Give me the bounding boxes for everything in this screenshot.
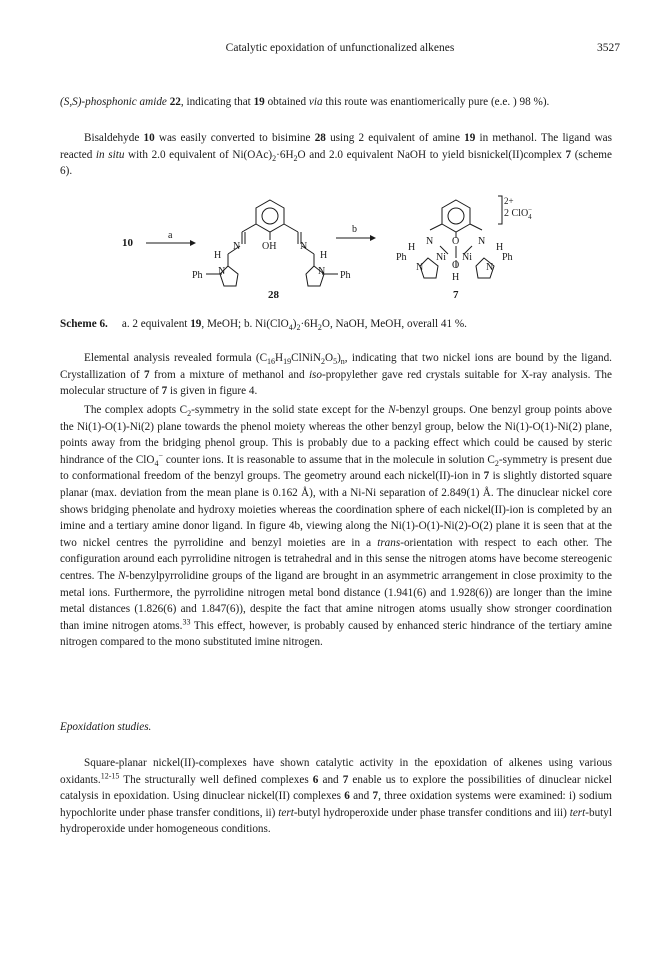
text-run: in situ (95, 148, 125, 161)
scheme-6-drawing (100, 194, 580, 306)
superscript: 33 (182, 616, 191, 626)
ligand-atom-ph-right: Ph (340, 270, 351, 281)
compound-label-7: 7 (453, 289, 459, 301)
text-run: is given in figure 4. (167, 385, 258, 398)
compound-ref: 19 (464, 132, 476, 144)
text-run: using 2 equivalent of amine (325, 132, 465, 144)
text-run: The complex adopts C (84, 404, 188, 416)
text-run: (scheme 6). (60, 148, 612, 178)
superscript: 12-15 (100, 770, 120, 780)
text-run: -propylether gave red crystals suitable for X-ray analysis. The molecular structure of (60, 368, 612, 398)
subscript: 2 (272, 153, 277, 163)
text-run: -symmetry is present due to conformational freedom of the benzyl groups. The geometry around each nickel(II)-ion in (60, 453, 612, 483)
text-run: enable us to explore the possibilities of dinuclear nickel catalysis in epoxidation. Using dinuclear nickel(II) complexes (60, 773, 613, 803)
compound-ref: 7 (565, 148, 572, 161)
complex-charge: 2+ (504, 196, 514, 206)
text-run: this route was enantiomerically pure (e.e. ) 98 %). (322, 96, 550, 108)
text-run: -butyl hydroperoxide under phase transfer conditions and iii) (293, 806, 570, 819)
text-run: ·6H (300, 318, 318, 330)
compound-ref: 7 (143, 368, 150, 381)
scheme-caption (60, 318, 612, 333)
text-run: iso (308, 368, 323, 381)
complex-atom-ph-right: Ph (502, 252, 513, 263)
compound-ref: 7 (372, 790, 379, 803)
compound-ref: 7 (483, 470, 490, 483)
page-number: 3527 (597, 42, 620, 54)
subscript: 16 (267, 357, 276, 367)
ligand-atom-n-right: N (300, 241, 308, 252)
paragraph-3 (60, 350, 612, 400)
subscript: 2 (293, 153, 298, 163)
superscript: − (158, 451, 163, 461)
subscript: 5 (333, 357, 338, 367)
text-run: in methanol. The ligand was reacted (60, 132, 612, 161)
text-run: via (308, 96, 323, 108)
text-run: -benzyl groups. One benzyl group points above the Ni(1)-O(1)-Ni(2) plane towards the phenol moiety whereas the other benzyl group, below the Ni(1)-O(1)-Ni(2) plane, points away from the bridging phenol group. This is probably due to a packing effect which could be caused by steric hindrance of the ClO (60, 404, 612, 466)
text-run: obtained (264, 96, 309, 108)
compound-ref: 7 (342, 773, 349, 786)
text-run: , indicating that (180, 96, 254, 108)
complex-atom-n-ring-left: N (416, 262, 424, 273)
text-run: -orientation with respect to each other. The configuration around each pyrrolidine nitrogen is tetrahedral and in this sense the nitrogen atoms have become stereogenic centres. The (60, 536, 612, 582)
text-run: tert (569, 806, 586, 819)
text-run: , MeOH; b. Ni(ClO (201, 318, 289, 330)
text-run: was easily converted to bisimine (154, 132, 315, 144)
compound-label-28: 28 (268, 289, 279, 301)
text-run: with 2.0 equivalent of Ni(OAc) (124, 148, 273, 161)
subscript: 2 (494, 459, 499, 469)
complex-atom-n-right: N (478, 236, 486, 247)
text-run: trans (377, 536, 401, 549)
text-run: ) (292, 318, 297, 330)
ligand-atom-h-right: H (320, 250, 328, 261)
subscript: 2 (320, 357, 325, 367)
text-run: -symmetry in the solid state except for the (191, 404, 389, 416)
compound-ref: 10 (143, 132, 155, 144)
text-run: (S,S)-phosphonic amide (60, 96, 170, 108)
arrow-a-label: a (168, 230, 173, 241)
section-heading: Epoxidation studies. (60, 721, 152, 733)
subscript: n (340, 357, 345, 367)
text-run: Elemental analysis revealed formula (C (84, 352, 268, 364)
text-run: O (324, 352, 334, 364)
compound-ref: 19 (190, 318, 202, 330)
running-title: Catalytic epoxidation of unfunctionalized alkenes (225, 42, 455, 54)
paragraph-2 (60, 130, 612, 180)
complex-atom-n-ring-right: N (486, 262, 494, 273)
subscript: 19 (283, 357, 292, 367)
counter-ion-formula: 2 ClO (504, 208, 529, 219)
complex-atom-o: O (452, 236, 460, 247)
text-run: from a mixture of methanol and (149, 368, 309, 381)
arrow-b-label: b (352, 224, 357, 235)
complex-atom-h-left: H (408, 242, 416, 253)
subscript: 2 (296, 323, 301, 333)
compound-ref: 22 (169, 96, 181, 108)
compound-label-10: 10 (122, 237, 133, 249)
reaction-arrow-b (336, 235, 376, 241)
text-run: Square-planar nickel(II)-complexes have shown catalytic activity in the epoxidation of alkenes using various oxidants. (60, 757, 612, 786)
text-run: Bisaldehyde (84, 132, 144, 144)
scheme-6 (100, 194, 580, 306)
ligand-atom-n-ring-left: N (218, 266, 226, 277)
paragraph-1 (60, 94, 612, 111)
complex-counter-ion (504, 206, 532, 221)
complex-atom-n-left: N (426, 236, 434, 247)
compound-ref: 19 (253, 96, 265, 108)
counter-ion-sub: 4 (528, 213, 532, 221)
text-run: N (388, 404, 396, 416)
complex-atom-o-bottom: O (452, 260, 460, 271)
subscript: 4 (288, 323, 293, 333)
subscript: 2 (187, 409, 192, 419)
paragraph-5 (60, 755, 612, 838)
ligand-atom-n-left: N (233, 241, 241, 252)
compound-ref: 6 (344, 790, 350, 803)
text-run: ·6H (276, 148, 294, 161)
text-run: ClNiN (291, 352, 321, 364)
text-run: is slightly distorted square planar (max. deviation from the mean plane is 0.162 Å), with a Ni-Ni separation of 2.849(1) Å. The dinuclear nickel core shows bridging phenolate and hydroxy moieties whereas the coordination sphere of each nickel(II)-ion is completed by an imine and a tertiary amine donor ligand. In figure 4b, viewing along the Ni(1)-O(1)-Ni(2)-O(2) plane it is seen that at the two nickel centres the pyrrolidine and benzyl moieties are in a (60, 470, 612, 549)
text-run: and (349, 790, 373, 803)
text-run: N (118, 569, 126, 582)
complex-atom-ni-right: Ni (462, 252, 472, 263)
complex-atom-h-right: H (496, 242, 504, 253)
paragraph-4 (60, 402, 612, 651)
compound-ref: 6 (312, 773, 319, 786)
text-run: -benzylpyrrolidine groups of the ligand are brought in an asymmetric arrangement in close proximity to the metal ions. Furthermore, the pyrrolidine nitrogen metal bond distance (1.941(6) and 1.928(6)) are longer than the imine metal distances (1.826(6) and 1.847(6)), despite the fact that amine nitrogen atoms usually show stronger coordination than imine nitrogen atoms. (60, 569, 612, 632)
text-run: O, NaOH, MeOH, overall 41 %. (321, 318, 467, 330)
text-run: counter ions. It is reasonable to assume that in the molecule in solution C (163, 453, 495, 466)
compound-ref: 28 (314, 132, 326, 144)
ligand-atom-oh: OH (262, 241, 277, 252)
page-header (60, 42, 620, 58)
counter-ion-sup: − (528, 206, 533, 214)
text-run: ) (337, 352, 341, 364)
text-run: The structurally well defined complexes (119, 773, 313, 786)
complex-atom-ph-left: Ph (396, 252, 407, 263)
text-run: a. 2 equivalent (121, 318, 191, 330)
complex-atom-h-bottom: H (452, 272, 460, 283)
subscript: 2 (317, 323, 322, 333)
text-run: -butyl hydroperoxide under homogeneous conditions. (60, 806, 612, 836)
subscript: 4 (154, 459, 159, 469)
text-run: and (318, 773, 343, 786)
ligand-atom-ph-left: Ph (192, 270, 203, 281)
text-run: O and 2.0 equivalent NaOH to yield bisnickel(II)complex (297, 148, 566, 161)
text-run: This effect, however, is probably caused by enhanced steric hindrance of the tertiary amine nitrogen compared to the mono substituted imine nitrogen. (60, 619, 612, 649)
text-run: , indicating that two nickel ions are bound by the ligand. Crystallization of (60, 352, 612, 381)
ligand-atom-h-left: H (214, 250, 222, 261)
text-run: H (275, 352, 284, 364)
compound-ref: 7 (161, 385, 168, 398)
complex-atom-ni-left: Ni (436, 252, 446, 263)
ligand-atom-n-ring-right: N (318, 266, 326, 277)
text-run: tert (278, 806, 294, 819)
text-run: , three oxidation systems were examined: i) sodium hypochlorite under phase transfer conditions, ii) (60, 790, 612, 819)
caption-label: Scheme 6. (60, 318, 108, 330)
